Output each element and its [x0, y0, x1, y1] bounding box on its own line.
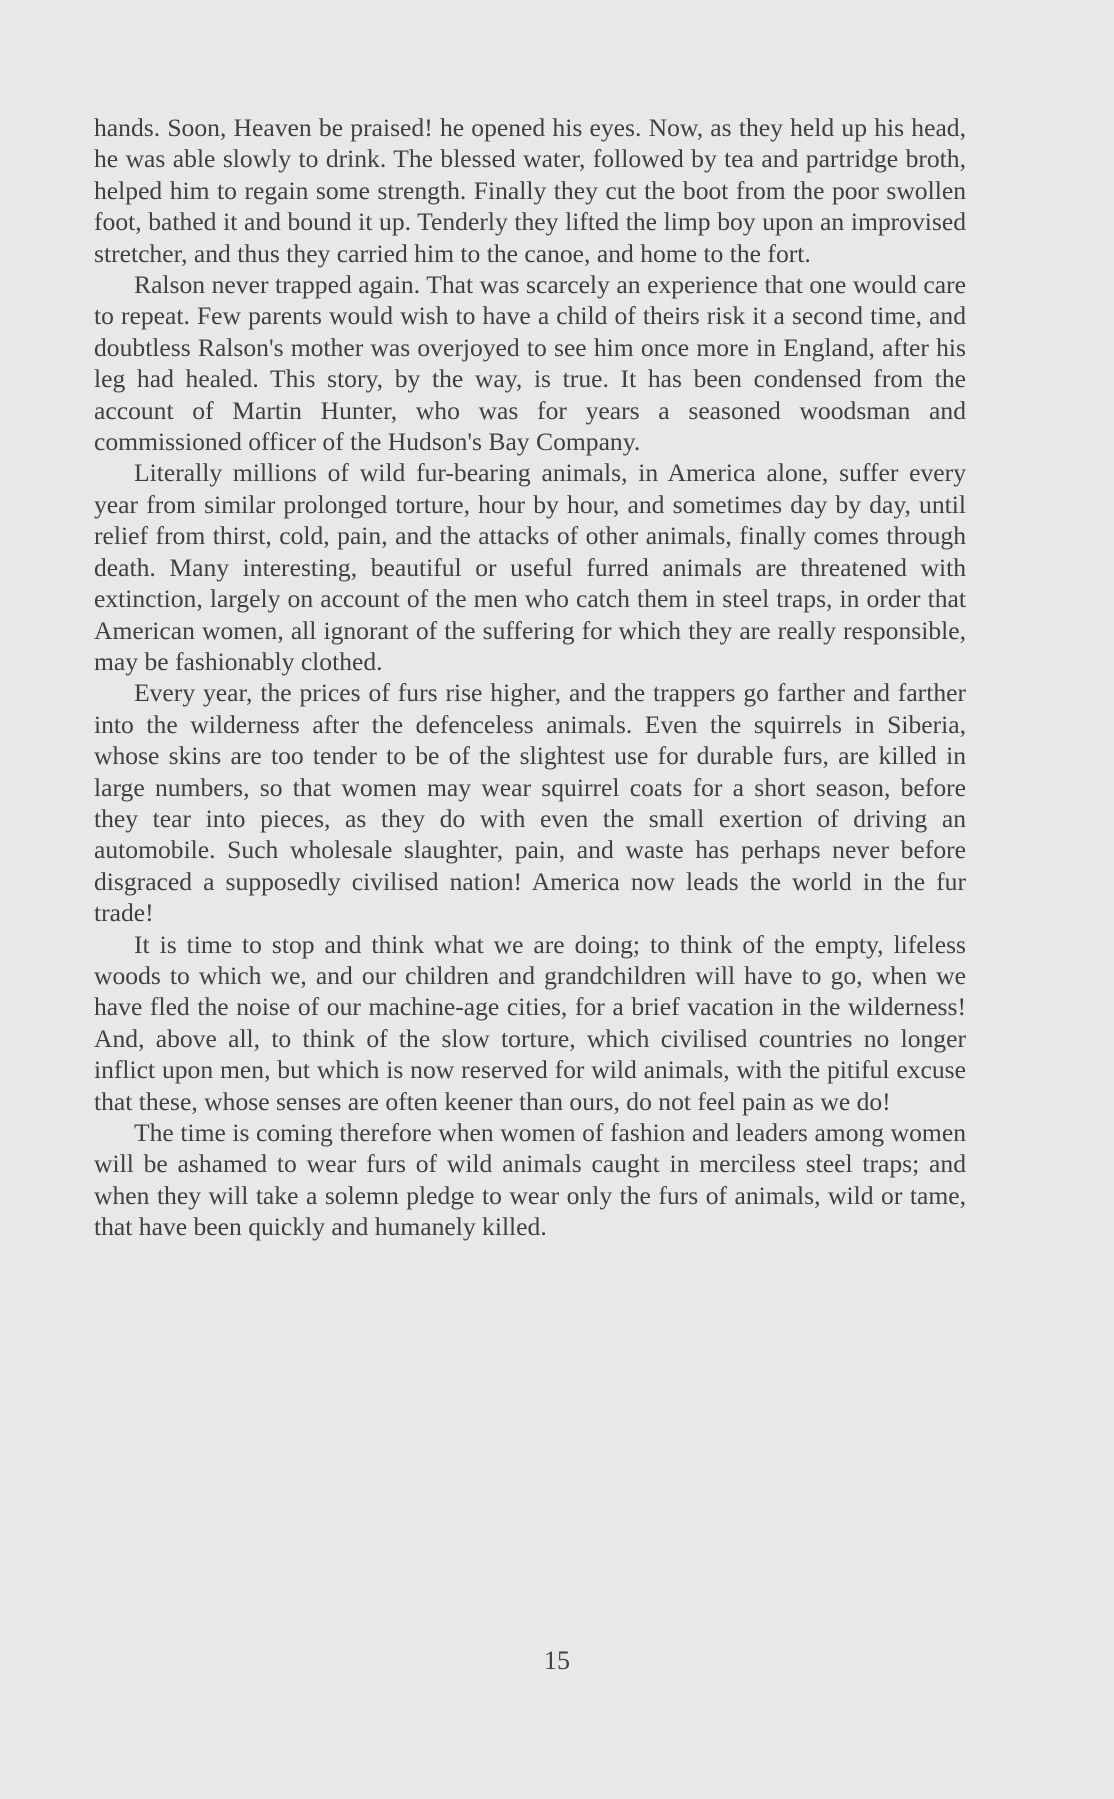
paragraph-continuation: hands. Soon, Heaven be praised! he opened his eyes. Now, as they held up his head, he was able slowly to drink. The blessed water, followed by tea and partridge broth, helped him to regain some strength. Finally they cut the boot from the poor swollen foot, bathed it and bound it up. Tenderly they lifted the limp boy upon an improvised stretcher, and thus they carried him to the canoe, and home to the fort.: [94, 113, 966, 268]
paragraph-time-to-stop: It is time to stop and think what we are doing; to think of the empty, lifeless woods to which we, and our children and grandchildren will have to go, when we have fled the noise of our machine-age cities, for a brief vacation in the wilderness! And, above all, to think of the slow torture, which civilised countries no longer inflict upon men, but which is now reserved for wild animals, with the pitiful excuse that these, whose senses are often keener than ours, do not feel pain as we do!: [94, 929, 966, 1116]
paragraph-ralson: Ralson never trapped again. That was scarcely an experience that one would care to repeat. Few parents would wish to have a child of theirs risk it a second time, and doubtless Ralson's mother was overjoyed to see him once more in England, after his leg had healed. This story, by the way, is true. It has been condensed from the account of Martin Hunter, who was for years a seasoned woodsman and commissioned officer of the Hudson's Bay Company.: [94, 270, 966, 457]
paragraph-prices: Every year, the prices of furs rise higher, and the trappers go farther and farther into the wilderness after the defenceless animals. Even the squirrels in Siberia, whose skins are too tender to be of the slightest use for durable furs, are killed in large numbers, so that women may wear squirrel coats for a short season, before they tear into pieces, as they do with even the small exertion of driving an automobile. Such wholesale slaughter, pain, and waste has perhaps never before disgraced a supposedly civilised nation! America now leads the world in the fur trade!: [94, 678, 966, 928]
body-text: [94, 112, 966, 1243]
paragraph-millions: Literally millions of wild fur-bearing animals, in America alone, suffer every year from similar prolonged torture, hour by hour, and sometimes day by day, until relief from thirst, cold, pain, and the attacks of other animals, finally comes through death. Many interesting, beautiful or useful furred animals are threatened with extinction, largely on account of the men who catch them in steel traps, in order that American women, all ignorant of the suffering for which they are really responsible, may be fashionably clothed.: [94, 458, 966, 676]
page-number: 15: [544, 1646, 570, 1675]
paragraph-time-coming: The time is coming therefore when women of fashion and leaders among women will be ashamed to wear furs of wild animals caught in merciless steel traps; and when they will take a solemn pledge to wear only the furs of animals, wild or tame, that have been quickly and humanely killed.: [94, 1118, 966, 1242]
